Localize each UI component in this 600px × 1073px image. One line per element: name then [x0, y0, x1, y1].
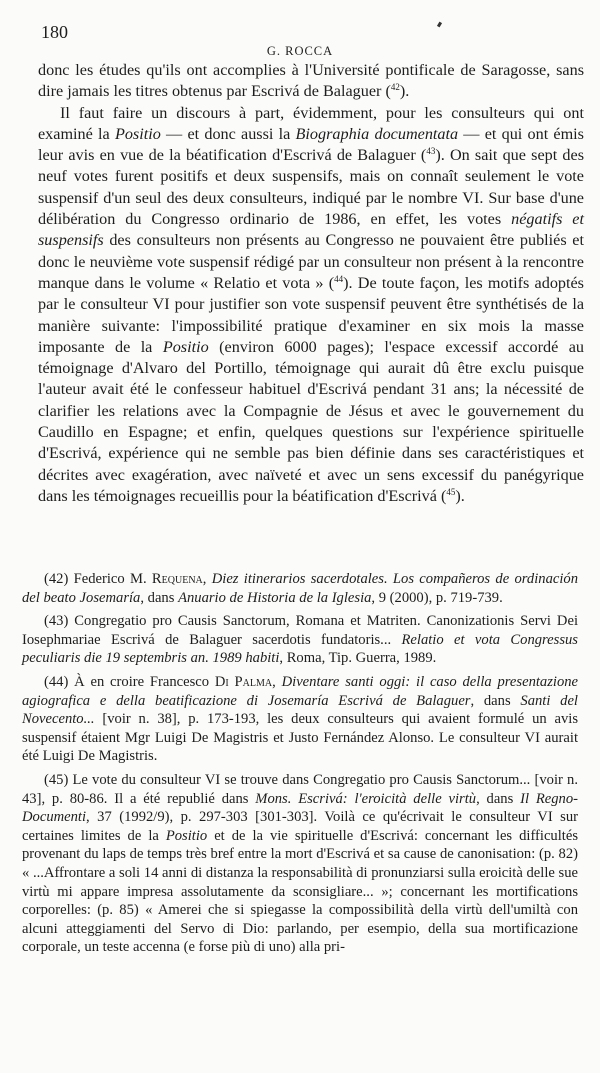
scan-speck	[437, 22, 442, 28]
footnote-44: (44) À en croire Francesco Di Palma, Diventare santi oggi: il caso della presentazione agiografica e della beatificazione di Josemaría Escrivá de Balaguer, dans Santi del Novecento... [voir n. 38], p. 173-193, les deux consulteurs qui avaient formulé un avis suspensif étaient Mgr Luigi De Magistris et Justo Fernández Alonso. Le consulteur VI aurait été Luigi De Magistris.	[22, 673, 579, 765]
footnote-ref-45[interactable]: 45	[446, 486, 456, 497]
running-head: G. ROCCA	[266, 44, 334, 58]
footnote-43: (43) Congregatio pro Causis Sanctorum, Romana et Matriten. Canonizationis Servi Dei Iosephmariae Escrivá de Balaguer sacerdotis fundatoris... Relatio et vota Congressus peculiaris die 19 septembris an. 1989 habiti, Roma, Tip. Guerra, 1989.	[22, 613, 578, 667]
page-number: 180	[41, 22, 68, 42]
footnote-ref-43[interactable]: 43	[426, 146, 436, 157]
paragraph-consulteurs: Il faut faire un discours à part, évidemment, pour les consulteurs qui ont examiné la Positio — et donc aussi la Biographia documentata — et qui ont émis leur avis en vue de la béatification d'Escrivá de Balaguer ($^{43}$). On sait que sept des neuf votes furent positifs et deux suspensifs, mais on connaît seulement le vote suspensif d'un seul des deux consulteurs, indiqué par le nombre VI. Sur base d'une délibération du Congresso ordinario de 1986, en effet, les votes négatifs et suspensifs des consulteurs non présents au Congresso ne pouvaient être publiés et donc le neuvième vote suspensif rédigé par un consulteur non présent à la rencontre manque dans le volume « Relatio et vota » ($^{44}$). De toute façon, les motifs adoptés par le consulteur VI pour justifier son vote suspensif peuvent être synthétisés de la manière suivante: l'impossibilité pratique d'examiner en six mois la masse imposante de la Positio (environ 6000 pages); l'espace excessif accordé au témoignage d'Alvaro del Portillo, témoignage qui aurait dû être exclu puisque l'auteur avait été le confesseur habituel d'Escrivá pendant 31 ans; la nécessité de clarifier les relations avec la Compagnie de Jésus et avec le gouvernement du Caudillo en Espagne; et enfin, quelques questions sur l'expérience spirituelle d'Escrivá, expérience qui ne semble pas bien définie dans ses caractéristiques et décrites avec exagération, avec naïveté et avec un sens excessif du panégyrique dans les témoignages recueillis pour la béatification d'Escrivá ($^{45}$).	[38, 103, 584, 505]
main-body	[38, 60, 584, 507]
footnotes	[22, 570, 578, 962]
footnote-ref-42[interactable]: 42	[390, 82, 400, 93]
paragraph-continuation: donc les études qu'ils ont accomplies à l'Université pontificale de Saragosse, sans dire jamais les titres obtenus par Escrivá de Balaguer ($^{42}$).	[38, 61, 584, 101]
footnote-45: (45) Le vote du consulteur VI se trouve dans Congregatio pro Causis Sanctorum... [voir n. 43], p. 80-86. Il a été republié dans Mons. Escrivá: l'eroicità delle virtù, dans Il Regno-Documenti, 37 (1992/9), p. 297-303 [301-303]. Voilà ce qu'écrivait le consulteur VI sur certaines limites de la Positio et de la vie spirituelle d'Escrivá: concernant les difficultés provenant du laps de temps très bref entre la mort d'Escrivá et sa cause de canonisation: (p. 82) « ...Affrontare a soli 14 anni di distanza la responsabilità di pronunziarsi sulla eroicità delle sue virtù mi appare impresa assolutamente da sconsigliare... »; concernant les mortifications corporelles: (p. 85) « Amerei che si spiegasse la compossibilità della virtù dell'umiltà con alcuni atteggiamenti del Servo di Dio: parlando, per esempio, della sua mortificazione corporale, un teste accenna (e forse più di uno) alla pri-	[22, 771, 578, 956]
footnote-42: (42) Federico M. Requena, Diez itinerarios sacerdotales. Los compañeros de ordinación del beato Josemaría, dans Anuario de Historia de la Iglesia, 9 (2000), p. 719-739.	[22, 571, 578, 606]
footnote-ref-44[interactable]: 44	[334, 273, 344, 284]
